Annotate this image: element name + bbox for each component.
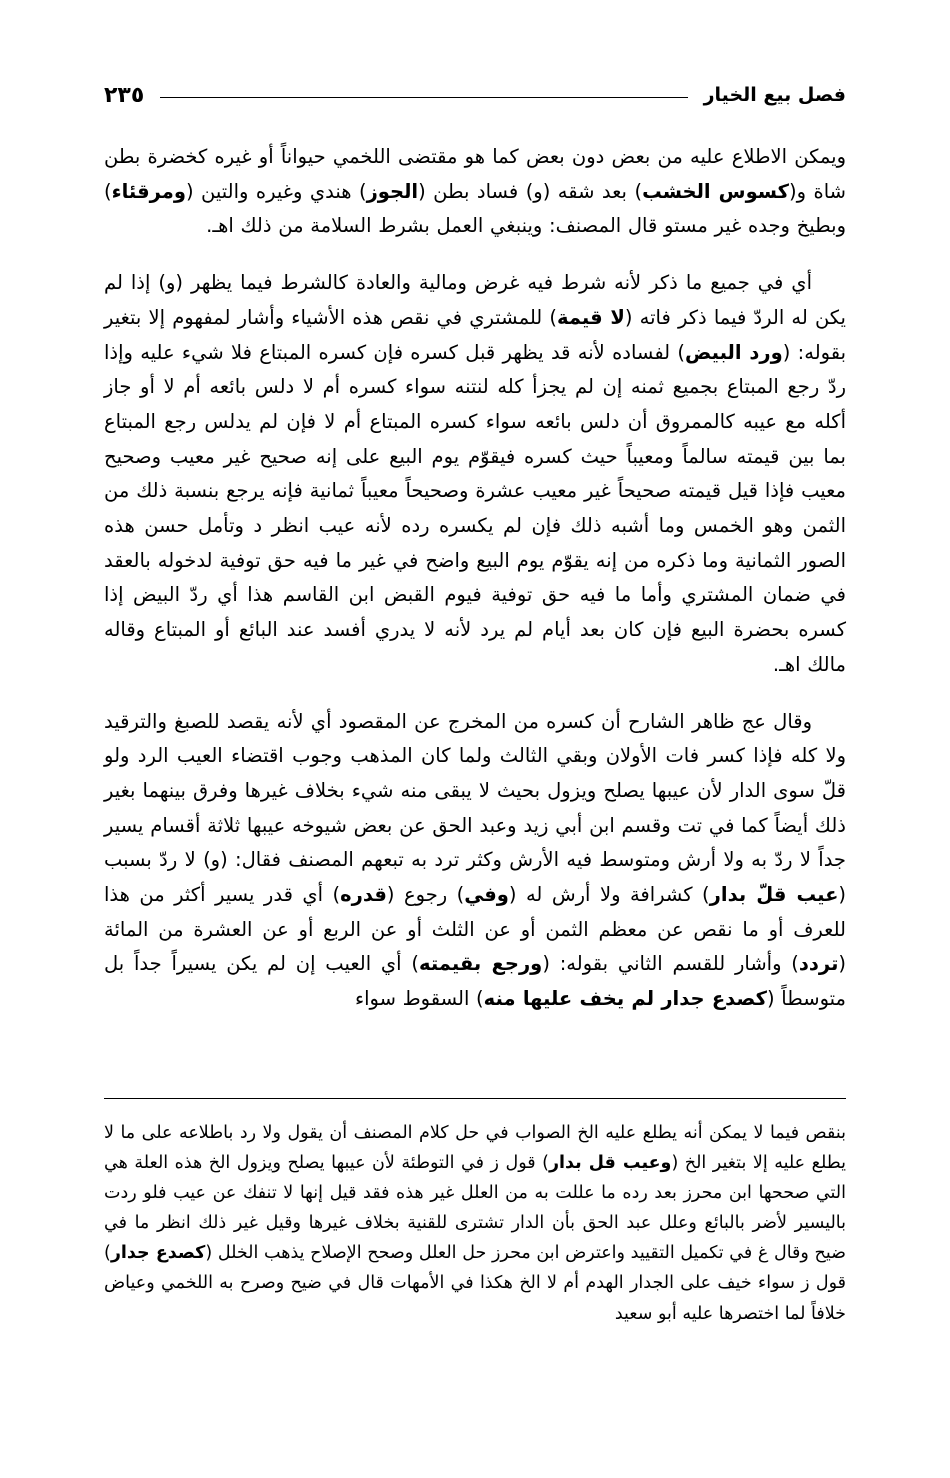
body-text: [104, 140, 846, 1039]
body-text-run: ويمكن الاطلاع عليه من بعض دون بعض كما هو مقتضى اللخمي حيواناً أو غيره كخضرة بطن شاة و(: [104, 145, 846, 203]
emphasis-text: لا قيمة: [557, 305, 625, 329]
body-text-run: ) وبطيخ وجده غير مستو قال المصنف: وينبغي العمل بشرط السلامة من ذلك اهـ.: [104, 179, 846, 238]
page-number: ٢٣٥: [104, 82, 145, 108]
header-rule: [160, 97, 687, 98]
emphasis-text: تردد: [798, 952, 839, 976]
body-text-run: بنقص فيما لا يمكن أنه يطلع عليه الخ الصواب في حل كلام المصنف أن يقول ولا رد باطلاعه على ما لا يطلع عليه إلا بتغير الخ (: [104, 1123, 846, 1174]
emphasis-text: ومرقئاء: [111, 179, 186, 203]
footnote-block: [104, 1118, 846, 1333]
emphasis-text: ورد البيض: [685, 340, 783, 364]
body-text-run: ) قول ز سواء خيف على الجدار الهدم أم لا الخ هكذا في الأمهات قال في ضيح وصرح به اللخمي وعياض خلافاً لما اختصرها عليه أبو سعيد: [104, 1243, 846, 1324]
paragraph: [104, 140, 846, 244]
body-text-run: وقال عج ظاهر الشارح أن كسره من المخرج عن المقصود أي لأنه يقصد للصبغ والترقيد ولا كله فإذا كسر فات الأولان وبقي الثالث ولما كان المذهب وجوب اقتضاء العيب الرد ولو قلّ سوى الدار لأن عيبها يصلح ويزول بحيث لا يبقى منه شيء بخلاف غيرها وفرق بينهما بغير ذلك أيضاً كما في تت وقسم ابن أبي زيد وعبد الحق عن بعض شيوخه عيبها ثلاثة أقسام يسير جداً لا ردّ به ولا أرش ومتوسط فيه الأرش وكثر ترد به تبعهم المصنف فقال: (و) لا ردّ بسبب (: [104, 709, 846, 907]
emphasis-text: كصدع جدار لم يخف عليها منه: [483, 987, 767, 1011]
body-text-run: ) لفساده لأنه قد يظهر قبل كسره فإن كسره المبتاع فلا شيء عليه وإذا ردّ رجع المبتاع بجميع ثمنه إن لم يجزأ كله لنتنه سواء كسره أم لا دلس بائعه أم لا أو جاز أكله مع عيبه كالممروق أن دلس بائعه سواء كسره المبتاع أم لا فإن لم يدلس رجع المبتاع بما بين قيمته سالماً ومعيباً حيث كسره فيقوّم يوم البيع على إنه صحيح غير معيب وصحيح معيب فإذا قيل قيمته صحيحاً غير معيب عشرة وصحيحاً معيباً ثمانية فإنه يرجع بنسبة ذلك من الثمن وهو الخمس وما أشبه ذلك فإن لم يكسره رده لأنه عيب انظر د وتأمل حسن هذه الصور الثمانية وما ذكره من إنه يقوّم يوم البيع واضح في غير ما فيه حق توفية لدخوله بالعقد في ضمان المشتري وأما ما فيه حق توفية فيوم القبض ابن القاسم هذا أي ردّ البيض إذا كسره بحضرة البيع فإن كان بعد أيام لم يرد لأنه لا يدري أفسد عند البائع أو المبتاع وقاله مالك اهـ.: [104, 340, 846, 676]
body-text-run: ) هندي وغيره والتين (: [185, 179, 367, 203]
body-text-run: ) رجوع (: [386, 883, 465, 907]
paragraph: [104, 266, 846, 682]
emphasis-text: قدره: [340, 883, 387, 907]
emphasis-text: الجوز: [366, 179, 419, 203]
footnote: [104, 1118, 846, 1329]
running-head-title: فصل بيع الخيار: [703, 84, 846, 106]
body-text-run: ) للمشتري في نقص هذه الأشياء وأشار لمفهوم إلا بتغير بقوله: (: [104, 305, 847, 364]
body-text-run: ) وأشار للقسم الثاني بقوله: (: [542, 952, 799, 976]
emphasis-text: كصدع جدار: [110, 1243, 206, 1264]
paragraph: [104, 705, 846, 1017]
page-header: [104, 78, 846, 112]
emphasis-text: كسوس الخشب: [642, 179, 789, 203]
emphasis-text: وعيب قل بدار: [548, 1153, 672, 1174]
emphasis-text: وفي: [464, 883, 509, 907]
emphasis-text: عيب قلّ بدار: [709, 883, 839, 907]
body-text-run: ) بعد شقه (و) فساد بطن (: [418, 179, 643, 203]
body-text-run: ) أي العيب إن لم يكن يسيراً جداً بل متوسطاً (: [104, 952, 846, 1011]
body-text-run: أي في جميع ما ذكر لأنه شرط فيه غرض ومالية والعادة كالشرط فيما يظهر (و) إذا لم يكن له الردّ فيما ذكر فاته (: [104, 271, 846, 329]
body-text-run: ) قول ز في التوطئة لأن عيبها يصلح ويزول الخ هذه العلة هي التي صححها ابن محرز بعد رده ما عللت به من العلل غير هذه فقد قيل إنها لا تنفك عن عيب فلو ردت باليسير لأضر بالبائع وعلل عبد الحق بأن الدار تشترى للقنية بخلاف غيرها وقيل غير ذلك انظر ما في ضيح وقال غ في تكميل التقييد واعترض ابن محرز حل العلل وصحح الإصلاح يذهب الخلل (: [104, 1153, 846, 1264]
body-text-run: ) كشرافة ولا أرش له (: [508, 883, 710, 907]
body-text-run: ) أي قدر يسير أكثر من هذا للعرف أو ما نقص عن معظم الثمن أو عن الثلث أو عن الربع أو عن العشرة من المائة (: [104, 883, 846, 976]
emphasis-text: ورجع بقيمته: [419, 952, 543, 976]
body-text-run: ) السقوط سواء: [354, 987, 484, 1011]
footnote-separator: [104, 1098, 846, 1099]
